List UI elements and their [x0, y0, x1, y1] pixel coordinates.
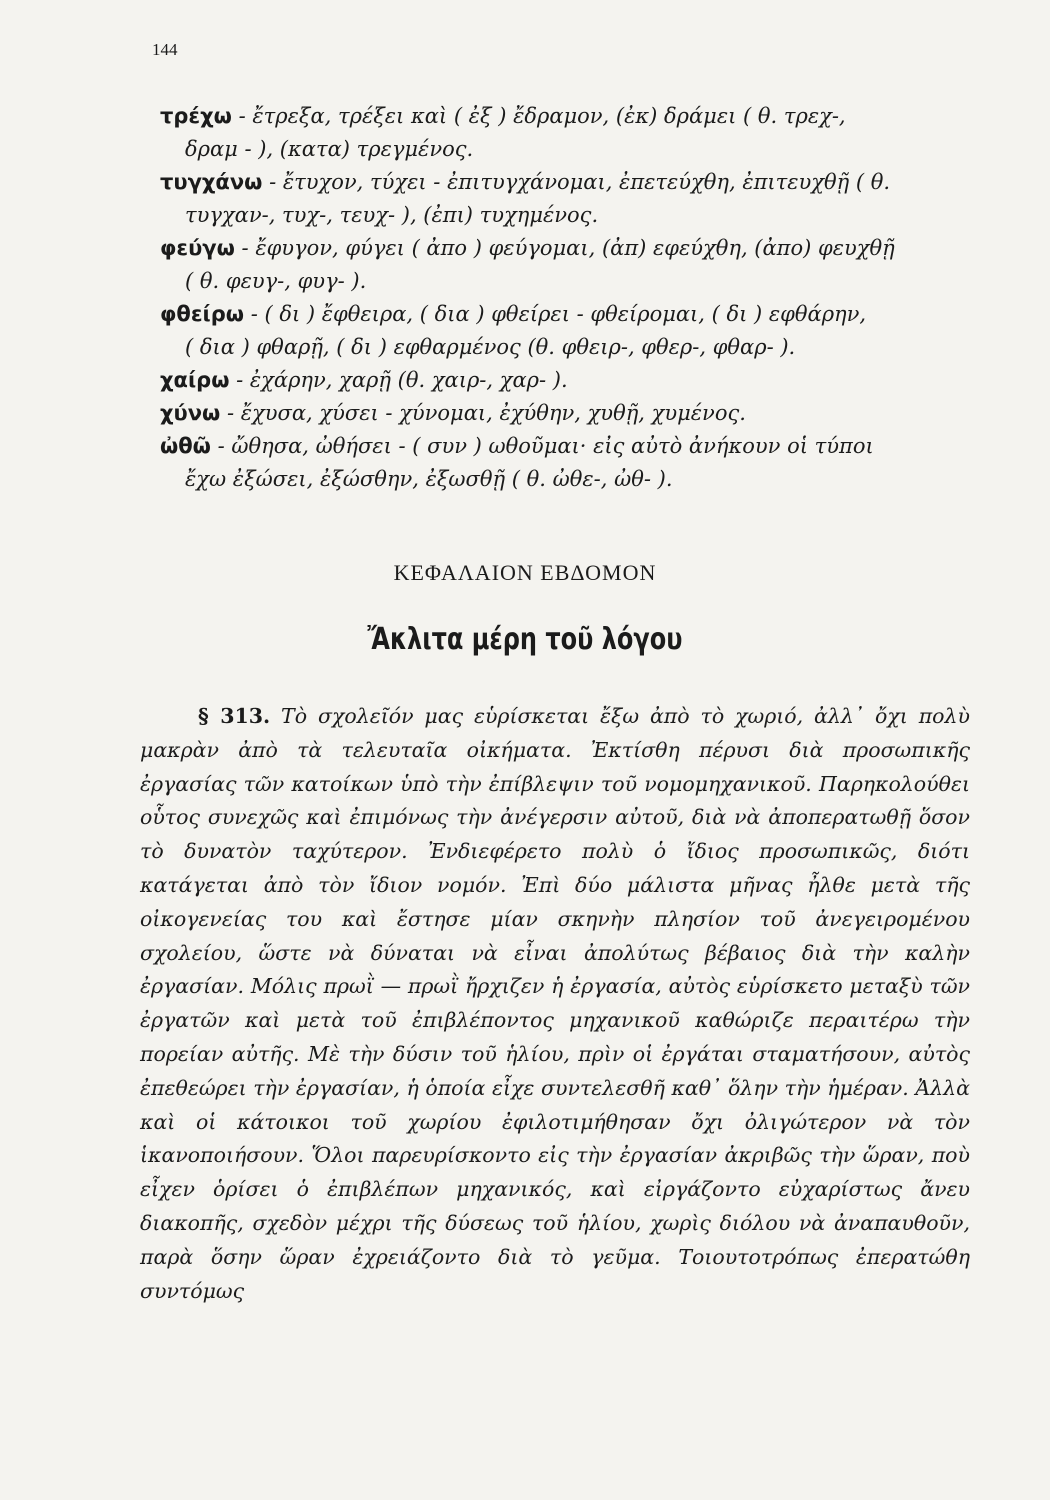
verb-head: τρέχω	[160, 104, 232, 128]
verb-entry-trecho	[160, 100, 995, 166]
verb-entry-otho	[160, 430, 995, 496]
verb-head: φεύγω	[160, 236, 235, 260]
verb-forms: - ἔτυχον, τύχει - ἐπιτυγχάνομαι, ἐπετεύχθη, ἐπιτευχθῇ ( θ.	[269, 170, 891, 194]
verb-forms-continued: ( θ. φευγ-, φυγ- ).	[185, 269, 367, 293]
verb-forms-continued: ἔχω ἐξώσει, ἐξώσθην, ἐξωσθῇ ( θ. ὠθε-, ὠθ- ).	[185, 467, 673, 491]
paragraph	[140, 700, 970, 1308]
exercise-paragraph	[140, 700, 970, 1308]
verb-entry-fevgo	[160, 232, 995, 298]
verb-head: φθείρω	[160, 302, 245, 326]
verb-entry-chairo	[160, 364, 995, 397]
verb-entry-ftheiro	[160, 298, 995, 364]
verb-forms-continued: τυγχαν-, τυχ-, τευχ- ), (ἐπι) τυχημένος.	[185, 203, 599, 227]
page-number: 144	[152, 40, 178, 59]
verb-forms: - ἔχυσα, χύσει - χύνομαι, ἐχύθην, χυθῇ, χυμένος.	[226, 401, 746, 425]
verb-forms: - ( δι ) ἔφθειρα, ( δια ) φθείρει - φθείρομαι, ( δι ) εφθάρην,	[250, 302, 867, 326]
verb-forms-continued: ( δια ) φθαρῇ, ( δι ) εφθαρμένος (θ. φθειρ-, φθερ-, φθαρ- ).	[185, 335, 796, 359]
verb-head: χαίρω	[160, 368, 230, 392]
verb-head: τυγχάνω	[160, 170, 263, 194]
verb-forms: - ἔτρεξα, τρέξει καὶ ( ἐξ ) ἔδραμον, (ἐκ) δράμει ( θ. τρεχ-,	[238, 104, 846, 128]
chapter-heading: ΚΕΦΑΛΑΙΟΝ ΕΒΔΟΜΟΝ	[393, 560, 657, 585]
verb-entry-tynchano	[160, 166, 995, 232]
verb-forms: - ἐχάρην, χαρῇ (θ. χαιρ-, χαρ- ).	[236, 368, 568, 392]
section-number: § 313.	[198, 704, 271, 728]
verb-list	[160, 100, 995, 496]
verb-forms-continued: δραμ - ), (κατα) τρεγμένος.	[185, 137, 474, 161]
paragraph-text: Τὸ σχολεῖόν μας εὑρίσκεται ἔξω ἀπὸ τὸ χωριό, ἀλλ᾽ ὄχι πολὺ μακρὰν ἀπὸ τὰ τελευταῖα οἰκήματα. Ἐκτίσθη πέρυσι διὰ προσωπικῆς ἐργασίας τῶν κατοίκων ὑπὸ τὴν ἐπίβλεψιν τοῦ νομομηχανικοῦ. Παρηκολούθει οὗτος συνεχῶς καὶ ἐπιμόνως τὴν ἀνέγερσιν αὐτοῦ, διὰ νὰ ἀποπερατωθῇ ὅσον τὸ δυνατὸν ταχύτερον. Ἐνδιεφέρετο πολὺ ὁ ἴδιος προσωπικῶς, διότι κατάγεται ἀπὸ τὸν ἴδιον νομόν. Ἐπὶ δύο μάλιστα μῆνας ἦλθε μετὰ τῆς οἰκογενείας του καὶ ἔστησε μίαν σκηνὴν πλησίον τοῦ ἀνεγειρομένου σχολείου, ὥστε νὰ δύναται νὰ εἶναι ἀπολύτως βέβαιος διὰ τὴν καλὴν ἐργασίαν. Μόλις πρωῒ — πρωῒ ἤρχιζεν ἡ ἐργασία, αὐτὸς εὑρίσκετο μεταξὺ τῶν ἐργατῶν καὶ μετὰ τοῦ ἐπιβλέποντος μηχανικοῦ καθώριζε περαιτέρω τὴν πορείαν αὐτῆς. Μὲ τὴν δύσιν τοῦ ἡλίου, πρὶν οἱ ἐργάται σταματήσουν, αὐτὸς ἐπεθεώρει τὴν ἐργασίαν, ἡ ὁποία εἶχε συντελεσθῆ καθ᾽ ὅλην τὴν ἡμέραν. Ἀλλὰ καὶ οἱ κάτοικοι τοῦ χωρίου ἐφιλοτιμήθησαν ὄχι ὀλιγώτερον νὰ τὸν ἱκανοποιήσουν. Ὅλοι παρευρίσκοντο εἰς τὴν ἐργασίαν ἀκριβῶς τὴν ὥραν, ποὺ εἶχεν ὁρίσει ὁ ἐπιβλέπων μηχανικός, καὶ εἰργάζοντο εὐχαρίστως ἄνευ διακοπῆς, σχεδὸν μέχρι τῆς δύσεως τοῦ ἡλίου, χωρὶς διόλου νὰ ἀναπαυθοῦν, παρὰ ὅσην ὥραν ἐχρειάζοντο διὰ τὸ γεῦμα. Τοιουτοτρόπως ἐπερατώθη συντόμως	[140, 704, 970, 1303]
verb-forms: - ὤθησα, ὠθήσει - ( συν ) ωθοῦμαι· εἰς αὐτὸ ἀνήκουν οἱ τύποι	[217, 434, 874, 458]
verb-head: ὠθῶ	[160, 434, 211, 458]
section-title: Ἄκλιτα μέρη τοῦ λόγου	[367, 622, 683, 657]
verb-head: χύνω	[160, 401, 221, 425]
verb-entry-chyno	[160, 397, 995, 430]
verb-forms: - ἔφυγον, φύγει ( ἀπο ) φεύγομαι, (ἀπ) εφεύχθη, (ἀπο) φευχθῇ	[241, 236, 895, 260]
